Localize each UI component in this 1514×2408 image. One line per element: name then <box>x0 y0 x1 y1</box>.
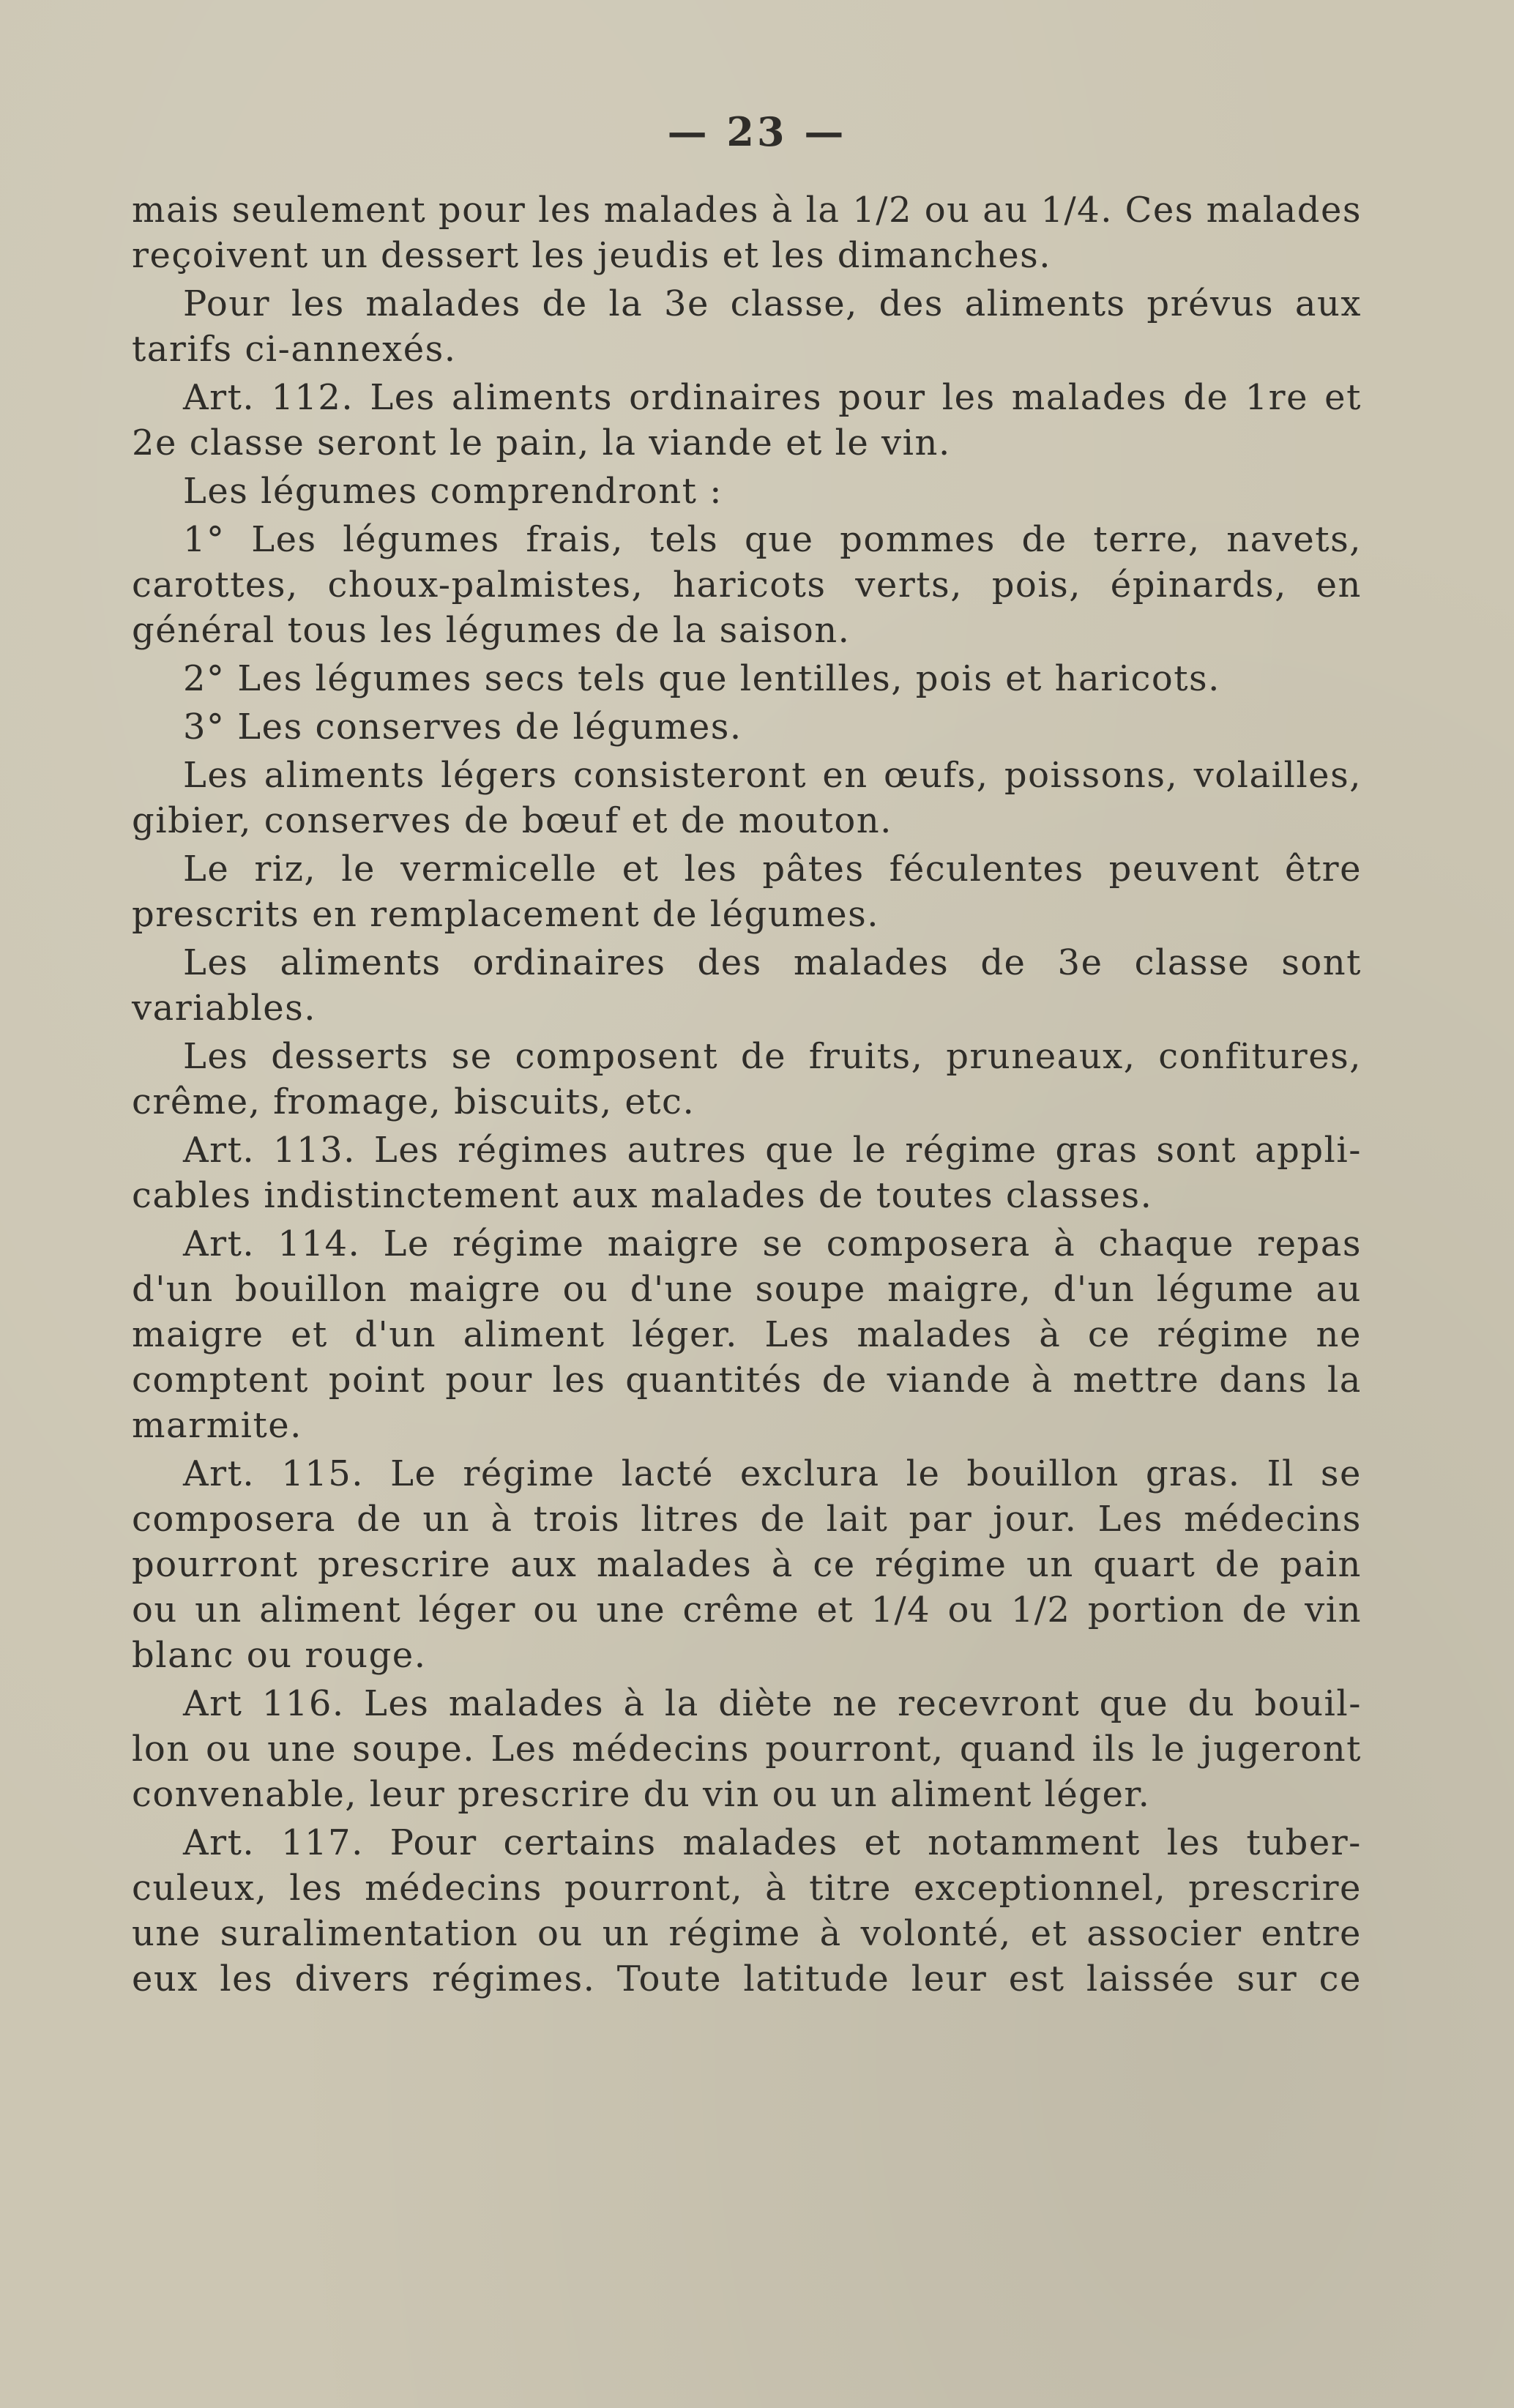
text-line: eux les divers régimes. Toute latitude leur est laissée sur ce <box>132 1958 1362 1999</box>
text-line: Les aliments légers consisteront en œufs, poissons, volailles, <box>183 755 1362 796</box>
text-line: comptent point pour les quantités de viande à mettre dans la <box>132 1360 1362 1401</box>
text-line: Le riz, le vermicelle et les pâtes féculentes peuvent être <box>183 849 1362 890</box>
page-number: — 23 — <box>667 108 847 155</box>
text-line: mais seulement pour les malades à la 1/2 ou au 1/4. Ces malades <box>132 190 1362 231</box>
text-line: Art. 114. Le régime maigre se composera à chaque repas <box>183 1223 1362 1264</box>
text-line: Art. 113. Les régimes autres que le régime gras sont appli- <box>183 1130 1362 1171</box>
text-line: tarifs ci-annexés. <box>132 329 457 370</box>
text-line: marmite. <box>132 1405 302 1446</box>
text-line: carottes, choux-palmistes, haricots verts, pois, épinards, en <box>132 564 1362 605</box>
text-line: 2° Les légumes secs tels que lentilles, pois et haricots. <box>183 658 1220 699</box>
text-line: convenable, leur prescrire du vin ou un aliment léger. <box>132 1774 1151 1815</box>
text-line: Les légumes comprendront : <box>183 471 723 512</box>
text-line: 1° Les légumes frais, tels que pommes de terre, navets, <box>183 519 1362 560</box>
text-line: pourront prescrire aux malades à ce régime un quart de pain <box>132 1544 1362 1585</box>
text-line: ou un aliment léger ou une crême et 1/4 ou 1/2 portion de vin <box>132 1589 1362 1630</box>
text-line: général tous les légumes de la saison. <box>132 610 851 651</box>
text-line: blanc ou rouge. <box>132 1635 427 1676</box>
text-body <box>132 187 1362 2002</box>
text-line: Art 116. Les malades à la diète ne recevront que du bouil- <box>183 1683 1362 1724</box>
text-line: 3° Les conserves de légumes. <box>183 707 742 748</box>
text-line: variables. <box>132 988 317 1029</box>
text-line: une suralimentation ou un régime à volonté, et associer entre <box>132 1913 1362 1954</box>
text-line: lon ou une soupe. Les médecins pourront, quand ils le jugeront <box>132 1729 1362 1770</box>
text-line: composera de un à trois litres de lait par jour. Les médecins <box>132 1499 1362 1540</box>
text-line: reçoivent un dessert les jeudis et les dimanches. <box>132 235 1051 276</box>
text-line: Art. 117. Pour certains malades et notamment les tuber- <box>183 1822 1362 1863</box>
text-line: Les aliments ordinaires des malades de 3e classe sont <box>183 942 1362 983</box>
text-line: 2e classe seront le pain, la viande et le vin. <box>132 422 951 463</box>
text-line: Les desserts se composent de fruits, pruneaux, confitures, <box>183 1036 1362 1077</box>
text-line: Art. 112. Les aliments ordinaires pour les malades de 1re et <box>183 377 1362 418</box>
text-line: d'un bouillon maigre ou d'une soupe maigre, d'un légume au <box>132 1269 1362 1310</box>
text-line: prescrits en remplacement de légumes. <box>132 894 879 935</box>
text-line: cables indistinctement aux malades de toutes classes. <box>132 1175 1153 1216</box>
text-line: gibier, conserves de bœuf et de mouton. <box>132 800 892 841</box>
text-line: maigre et d'un aliment léger. Les malades à ce régime ne <box>132 1314 1362 1355</box>
text-line: Pour les malades de la 3e classe, des aliments prévus aux <box>183 283 1362 324</box>
text-line: crême, fromage, biscuits, etc. <box>132 1081 696 1122</box>
text-line: Art. 115. Le régime lacté exclura le bouillon gras. Il se <box>183 1453 1362 1494</box>
text-line: culeux, les médecins pourront, à titre exceptionnel, prescrire <box>132 1868 1362 1909</box>
